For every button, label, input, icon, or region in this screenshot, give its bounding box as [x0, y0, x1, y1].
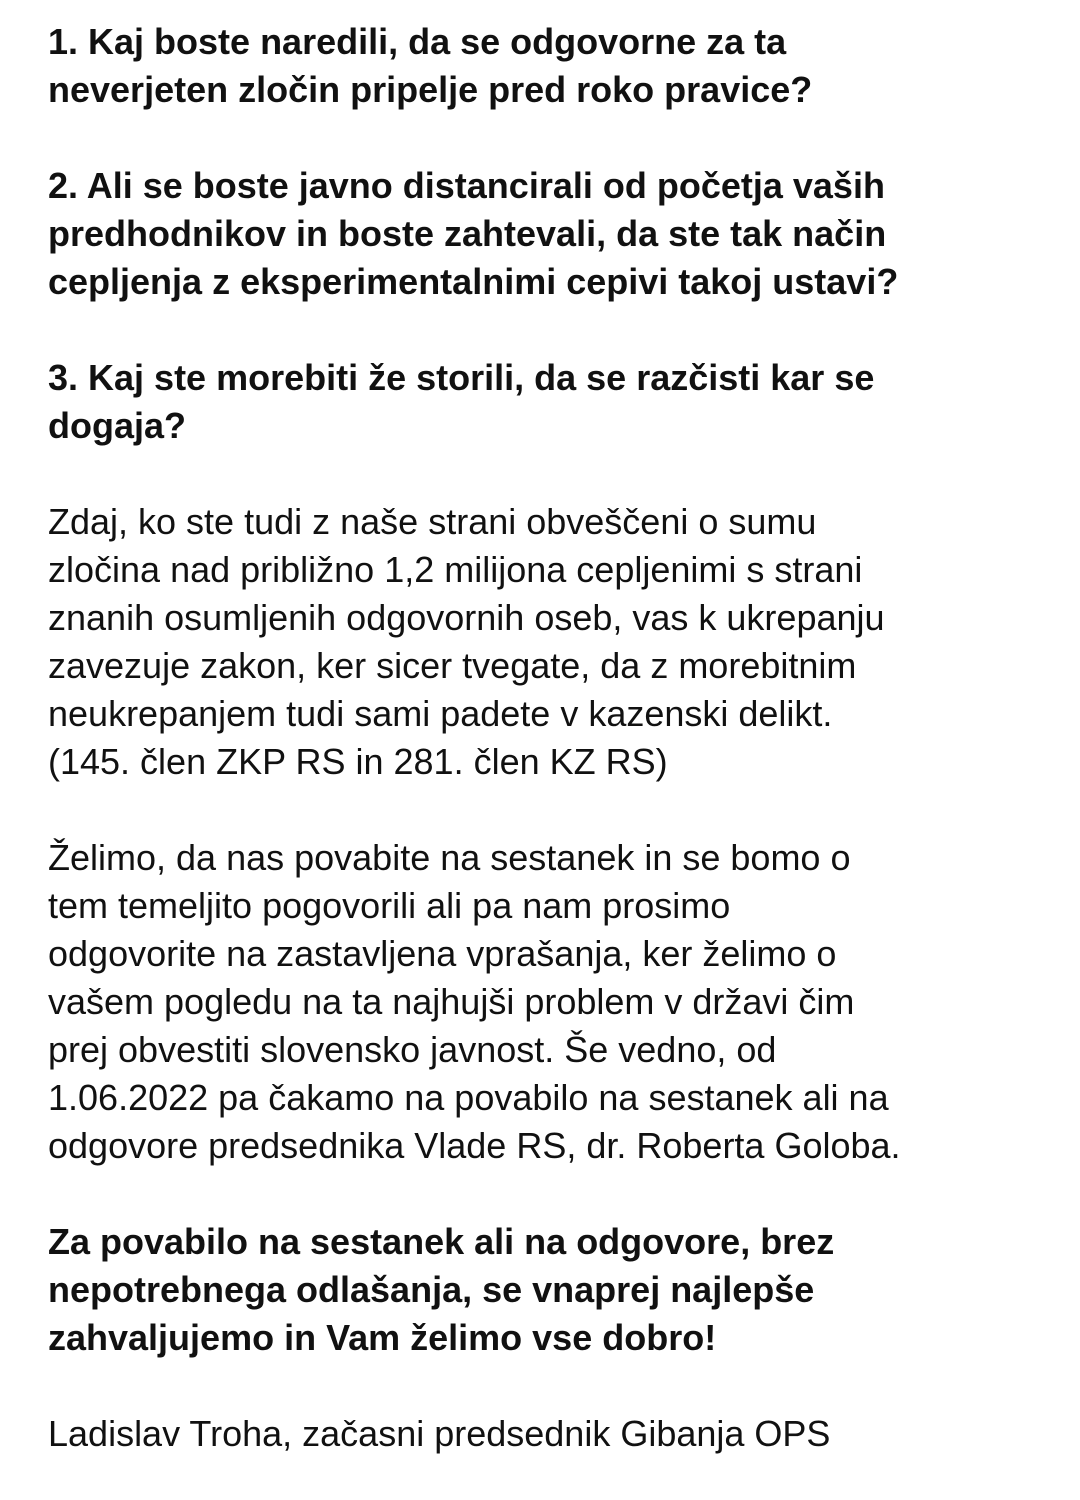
paragraph-legal-obligation: [48, 498, 901, 786]
text-line: cepljenja z eksperimentalnimi cepivi takoj ustavi?: [48, 261, 899, 302]
text-line: znanih osumljenih odgovornih oseb, vas k ukrepanju: [48, 597, 885, 638]
text-line: prej obvestiti slovensko javnost. Še vedno, od: [48, 1029, 777, 1070]
text-line: zločina nad približno 1,2 milijona cepljenimi s strani: [48, 549, 863, 590]
question-3: [48, 354, 901, 450]
text-line: vašem pogledu na ta najhujši problem v državi čim: [48, 981, 855, 1022]
text-line: odgovorite na zastavljena vprašanja, ker želimo o: [48, 933, 837, 974]
text-line: 1.06.2022 pa čakamo na povabilo na sestanek ali na: [48, 1077, 889, 1118]
text-line: nepotrebnega odlašanja, se vnaprej najlepše: [48, 1269, 815, 1310]
text-line: 1. Kaj boste naredili, da se odgovorne za ta: [48, 21, 787, 62]
text-line: predhodnikov in boste zahtevali, da ste tak način: [48, 213, 887, 254]
text-line: dogaja?: [48, 405, 187, 446]
text-line: odgovore predsednika Vlade RS, dr. Roberta Goloba.: [48, 1125, 901, 1166]
text-line: Za povabilo na sestanek ali na odgovore, brez: [48, 1221, 835, 1262]
question-2: [48, 162, 901, 306]
text-line: tem temeljito pogovorili ali pa nam prosimo: [48, 885, 731, 926]
closing-paragraph: [48, 1218, 901, 1362]
document-body: [48, 18, 901, 1458]
text-line: neverjeten zločin pripelje pred roko pravice?: [48, 69, 813, 110]
question-1: [48, 18, 901, 114]
text-line: neukrepanjem tudi sami padete v kazenski delikt.: [48, 693, 833, 734]
signature: Ladislav Troha, začasni predsednik Gibanja OPS: [48, 1413, 831, 1454]
text-line: zahvaljujemo in Vam želimo vse dobro!: [48, 1317, 717, 1358]
text-line: Želimo, da nas povabite na sestanek in se bomo o: [48, 837, 851, 878]
text-line: (145. člen ZKP RS in 281. člen KZ RS): [48, 741, 668, 782]
paragraph-meeting-request: [48, 834, 901, 1170]
text-line: 3. Kaj ste morebiti že storili, da se razčisti kar se: [48, 357, 875, 398]
text-line: 2. Ali se boste javno distancirali od početja vaših: [48, 165, 885, 206]
text-line: zavezuje zakon, ker sicer tvegate, da z morebitnim: [48, 645, 857, 686]
text-line: Zdaj, ko ste tudi z naše strani obveščeni o sumu: [48, 501, 817, 542]
